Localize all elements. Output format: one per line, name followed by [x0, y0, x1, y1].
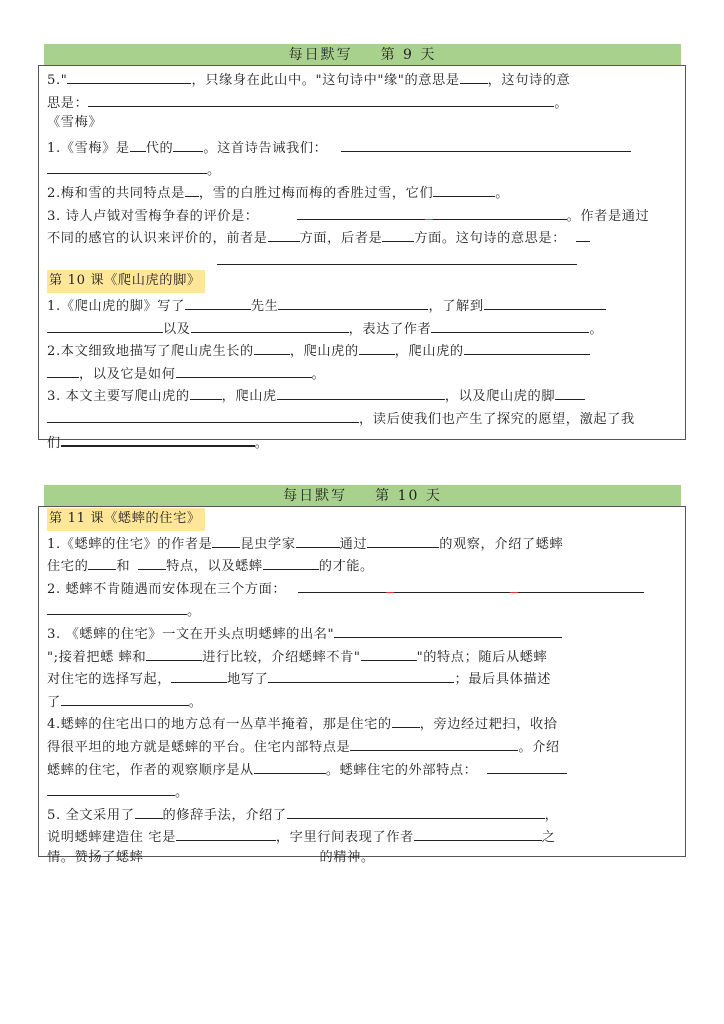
answer-blank[interactable] [287, 802, 545, 819]
answer-blank[interactable] [278, 293, 428, 310]
lesson-11-title: 第 11 课《蟋蟀的住宅》 [47, 508, 205, 531]
answer-blank[interactable] [176, 361, 312, 378]
answer-blank[interactable] [88, 90, 554, 107]
answer-blank[interactable] [190, 383, 222, 400]
day10-header [44, 485, 681, 506]
answer-blank[interactable] [576, 225, 590, 242]
answer-blank[interactable] [191, 316, 349, 333]
answer-blank[interactable] [555, 383, 585, 400]
answer-blank[interactable] [484, 293, 606, 310]
day9-header [44, 44, 681, 65]
answer-blank[interactable] [61, 689, 189, 706]
answer-blank[interactable] [341, 135, 631, 152]
answer-blank[interactable] [217, 248, 577, 265]
answer-blank[interactable] [254, 757, 326, 774]
answer-blank[interactable] [67, 67, 191, 84]
answer-blank[interactable] [382, 225, 414, 242]
answer-blank[interactable] [296, 531, 340, 548]
answer-blank[interactable] [146, 644, 202, 661]
answer-blank[interactable] [268, 225, 300, 242]
answer-blank[interactable] [392, 711, 420, 728]
answer-blank[interactable] [298, 576, 644, 593]
poem-title: 《雪梅》 [47, 115, 103, 131]
answer-blank[interactable] [487, 757, 567, 774]
answer-blank[interactable] [277, 383, 445, 400]
answer-blank[interactable] [268, 666, 454, 683]
answer-blank[interactable] [176, 824, 276, 841]
answer-blank[interactable] [47, 316, 163, 333]
answer-blank[interactable] [135, 802, 163, 819]
answer-blank[interactable] [359, 338, 395, 355]
answer-blank[interactable] [47, 157, 207, 174]
answer-blank[interactable] [171, 666, 227, 683]
day9-worksheet: 5." ，只缘身在此山中。"这句诗中"缘"的意思是 ，这句诗的意 思是： 。 《雪梅》 1.《雪梅》是 代的 。这首诗告诫我们： 。 2.梅和雪的共同特点是 ，雪的白胜过梅而梅的香胜过雪，它们 。 3. 诗人卢钺对雪梅争春的评价是： 。作者是通过 不同的感官的认识来评价的，前者是 方面，后者是 方面。这句诗的意思是： 第 10 课《爬山虎的脚》 1.《爬山虎的脚》写了 先生 ，了解到 以及 ，表达了作者 。 2.本文细致地描写了爬山虎生长的 ，爬山虎的 ，爬山虎的 ，以及它是如何 。 3. 本文主要写爬山虎的 ，爬山虎 ，以及爬山虎的脚 ，读后使我们也产生了探究的愿望，激起了我 们 。 [38, 65, 686, 440]
answer-blank[interactable] [464, 338, 590, 355]
answer-blank[interactable] [431, 316, 589, 333]
header-day: 第 9 天 [380, 47, 437, 63]
answer-blank[interactable] [130, 135, 146, 152]
answer-blank[interactable] [173, 135, 203, 152]
answer-blank[interactable] [254, 338, 290, 355]
answer-blank[interactable] [138, 553, 166, 570]
answer-blank[interactable] [414, 824, 542, 841]
answer-blank[interactable] [88, 553, 116, 570]
answer-blank[interactable] [263, 553, 319, 570]
header-day: 第 10 天 [375, 488, 442, 504]
answer-blank[interactable] [367, 531, 439, 548]
answer-blank[interactable] [433, 180, 495, 197]
header-label: 每日默写 [288, 47, 353, 63]
answer-blank[interactable] [47, 406, 359, 423]
lesson-10-title: 第 10 课《爬山虎的脚》 [47, 270, 205, 293]
answer-blank[interactable] [334, 621, 562, 638]
answer-blank[interactable] [47, 361, 79, 378]
answer-blank[interactable] [460, 67, 488, 84]
day10-worksheet: 第 11 课《蟋蟀的住宅》 1.《蟋蟀的住宅》的作者是 昆虫学家 通过 的观察，介绍了蟋蟀 住宅的 和 特点，以及蟋蟀 的才能。 2. 蟋蟀不肯随遇而安体现在三个方面： 。 3. 《蟋蟀的住宅》一文在开头点明蟋蟀的出名" ";接着把蟋 蟀和 进行比较，介绍蟋蟀不肯" "的特点；随后从蟋蟀 对住宅的选择写起， 地写了 ；最后具体描述 了 。 4.蟋蟀的住宅出口的地方总有一丛草半掩着，那是住宅的 ，旁边经过耙扫，收拾 得很平坦的地方就是蟋蟀的平台。住宅内部特点是 。介绍 蟋蟀的住宅，作者的观察顺序是从 。蟋蟀住宅的外部特点： 。 5. 全文采用了 的修辞手法，介绍了 ， 说明蟋蟀建造住 宅是 ，字里行间表现了作者 之 情。赞扬了蟋蟀 的精神。 [38, 506, 686, 857]
answer-blank[interactable] [47, 598, 187, 615]
q5-line1: 5." ，只缘身在此山中。"这句诗中"缘"的意思是 ，这句诗的意 [47, 67, 679, 90]
answer-blank[interactable] [61, 429, 255, 447]
answer-blank[interactable] [212, 531, 240, 548]
header-label: 每日默写 [283, 488, 348, 504]
answer-blank[interactable] [185, 180, 199, 197]
answer-blank[interactable] [361, 644, 417, 661]
answer-blank[interactable] [350, 734, 518, 751]
answer-blank[interactable] [297, 203, 567, 220]
answer-blank[interactable] [185, 293, 251, 310]
answer-blank[interactable] [47, 779, 175, 796]
